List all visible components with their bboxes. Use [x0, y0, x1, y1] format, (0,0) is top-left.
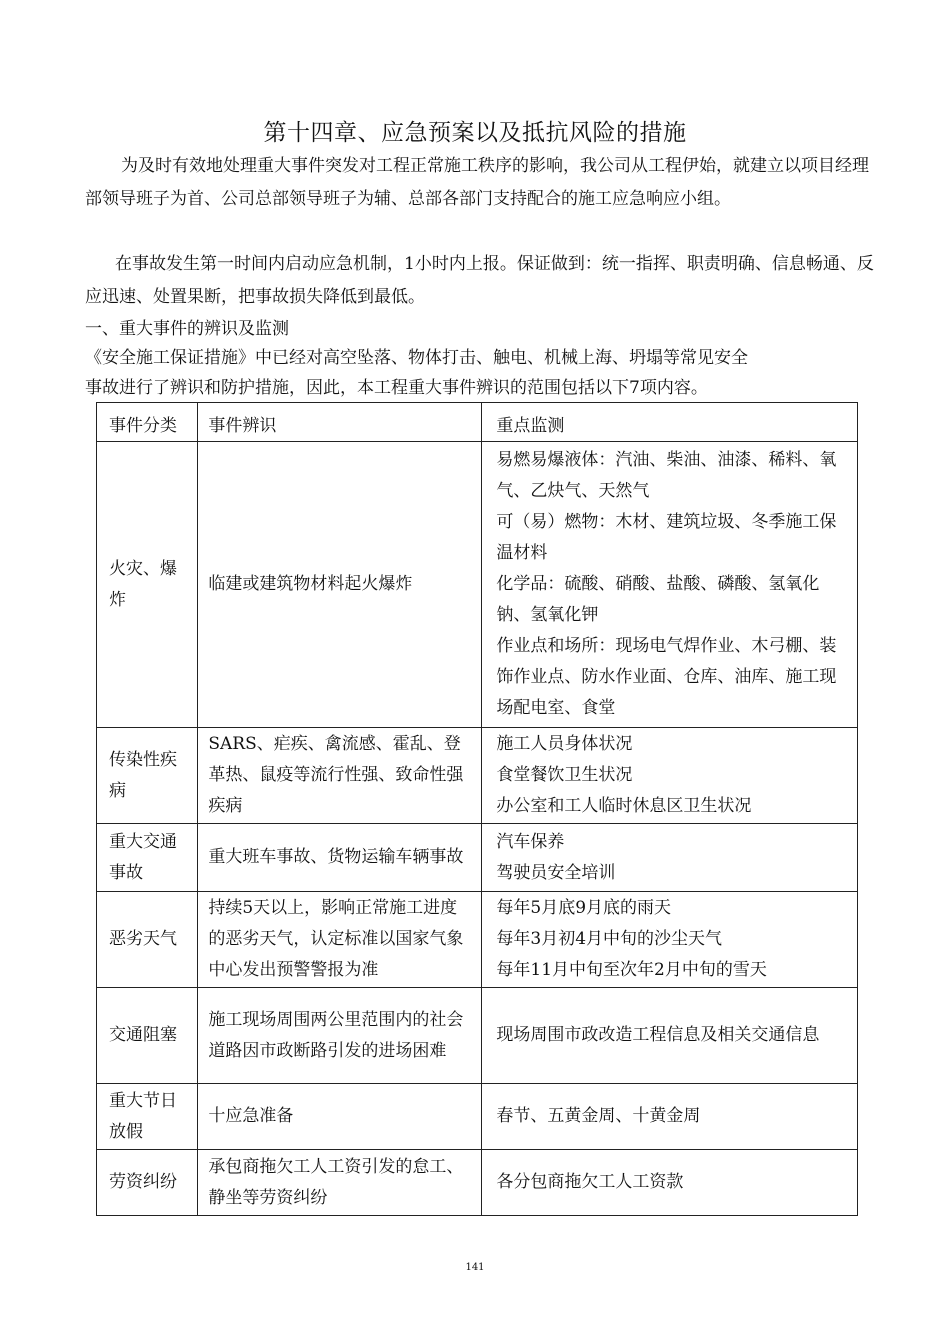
- row-identification: 重大班车事故、货物运输车辆事故: [198, 824, 482, 892]
- row-monitoring: [482, 892, 858, 988]
- monitoring-item: 各分包商拖欠工人工资款: [496, 1172, 684, 1192]
- monitoring-item: 施工人员身体状况: [496, 734, 633, 754]
- monitoring-item: 可（易）燃物：木材、建筑垃圾、冬季施工保温材料: [496, 512, 837, 563]
- row-monitoring: [482, 442, 858, 728]
- row-category: 劳资纠纷: [97, 1150, 198, 1216]
- row-category: 重大交通事故: [97, 824, 198, 892]
- intro-text: [85, 343, 855, 403]
- row-category: 火灾、爆炸: [97, 442, 198, 728]
- monitoring-item: 化学品：硫酸、硝酸、盐酸、磷酸、氢氧化钠、氢氧化钾: [496, 574, 820, 625]
- row-category: 交通阻塞: [97, 988, 198, 1084]
- row-identification: SARS、疟疾、禽流感、霍乱、登革热、鼠疫等流行性强、致命性强疾病: [198, 728, 482, 824]
- row-identification: 持续5天以上，影响正常施工进度的恶劣天气，认定标准以国家气象中心发出预警警报为准: [198, 892, 482, 988]
- table-row: [97, 824, 858, 892]
- row-category: 传染性疾病: [97, 728, 198, 824]
- row-category: 重大节日放假: [97, 1084, 198, 1150]
- monitoring-item: 每年5月底9月底的雨天: [496, 898, 672, 918]
- row-identification: 承包商拖欠工人工资引发的怠工、静坐等劳资纠纷: [198, 1150, 482, 1216]
- monitoring-item: 每年11月中旬至次年2月中旬的雪天: [496, 960, 767, 980]
- header-category: 事件分类: [97, 403, 198, 442]
- chapter-title: 第十四章、应急预案以及抵抗风险的措施: [263, 120, 687, 146]
- row-identification: 临建或建筑物材料起火爆炸: [198, 442, 482, 728]
- intro-line-1: 《安全施工保证措施》中已经对高空坠落、物体打击、触电、机械上海、坍塌等常见安全: [85, 348, 748, 368]
- row-monitoring: [482, 824, 858, 892]
- table-row: [97, 988, 858, 1084]
- row-monitoring: [482, 988, 858, 1084]
- monitoring-item: 驾驶员安全培训: [496, 862, 616, 883]
- monitoring-item: 春节、五黄金周、十黄金周: [496, 1106, 701, 1126]
- header-monitoring: 重点监测: [482, 403, 858, 442]
- row-category: 恶劣天气: [97, 892, 198, 988]
- row-monitoring: [482, 1084, 858, 1150]
- table-row: [97, 1084, 858, 1150]
- table-header-row: [97, 403, 858, 442]
- monitoring-item: 汽车保养: [496, 831, 565, 852]
- section-heading: 一、重大事件的辨识及监测: [85, 319, 289, 339]
- monitoring-item: 作业点和场所：现场电气焊作业、木弓棚、装饰作业点、防水作业面、仓库、油库、施工现场配电室、食堂: [496, 636, 837, 718]
- row-monitoring: [482, 1150, 858, 1216]
- row-identification: 施工现场周围两公里范围内的社会道路因市政断路引发的进场困难: [198, 988, 482, 1084]
- monitoring-item: 现场周围市政改造工程信息及相关交通信息: [496, 1025, 820, 1045]
- monitoring-item: 每年3月初4月中旬的沙尘天气: [496, 929, 723, 949]
- paragraph-2: 在事故发生第一时间内启动应急机制，1小时内上报。保证做到：统一指挥、职责明确、信息畅通、反应迅速、处置果断，把事故损失降低到最低。: [85, 254, 874, 307]
- event-table: [96, 402, 858, 1216]
- paragraph-1: 为及时有效地处理重大事件突发对工程正常施工秩序的影响，我公司从工程伊始，就建立以项目经理部领导班子为首、公司总部领导班子为辅、总部各部门支持配合的施工应急响应小组。: [85, 156, 869, 209]
- monitoring-item: 食堂餐饮卫生状况: [496, 765, 633, 785]
- table-row: [97, 1150, 858, 1216]
- table-row: [97, 442, 858, 728]
- intro-line-2: 事故进行了辨识和防护措施，因此，本工程重大事件辨识的范围包括以下7项内容。: [85, 378, 708, 398]
- header-identification: 事件辨识: [198, 403, 482, 442]
- page-number: 141: [465, 1262, 485, 1273]
- table-row: [97, 892, 858, 988]
- row-identification: 十应急准备: [198, 1084, 482, 1150]
- table-row: [97, 728, 858, 824]
- row-monitoring: [482, 728, 858, 824]
- monitoring-item: 易燃易爆液体：汽油、柴油、油漆、稀料、氧气、乙炔气、天然气: [496, 450, 837, 501]
- monitoring-item: 办公室和工人临时休息区卫生状况: [496, 796, 752, 816]
